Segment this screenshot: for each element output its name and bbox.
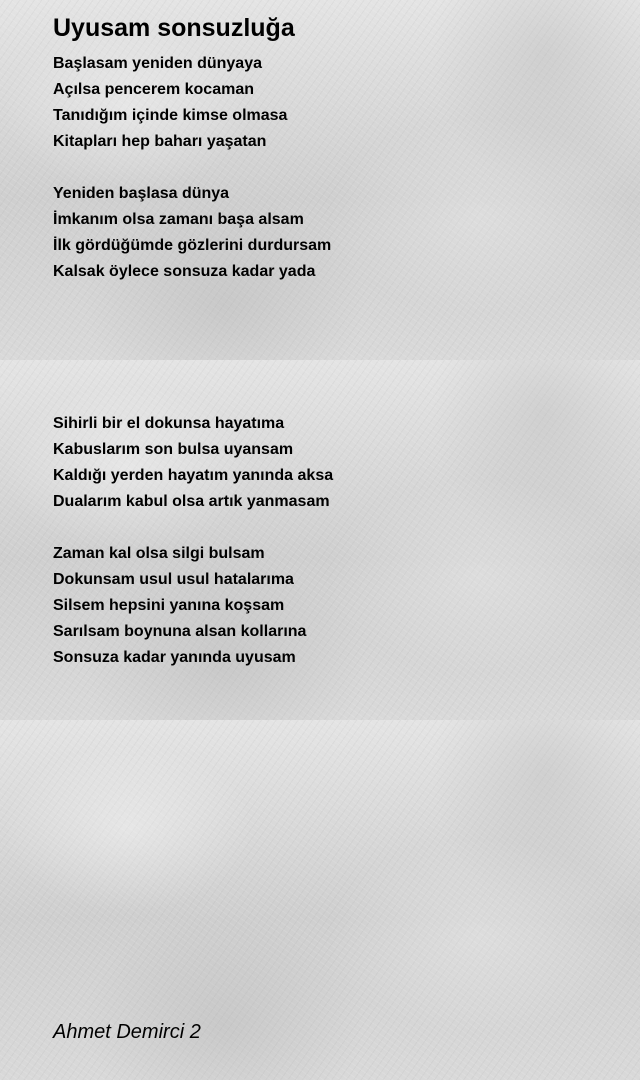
poem-line: İmkanım olsa zamanı başa alsam	[53, 211, 304, 228]
poem-line: Kitapları hep baharı yaşatan	[53, 133, 267, 150]
poem-line: Silsem hepsini yanına koşsam	[53, 597, 285, 614]
poem-line: Kaldığı yerden hayatım yanında aksa	[53, 467, 334, 484]
poem-line: Zaman kal olsa silgi bulsam	[53, 545, 265, 562]
poem-line: Kabuslarım son bulsa uyansam	[53, 441, 294, 458]
author-name: Ahmet Demirci 2	[53, 1021, 201, 1043]
poem-line: Sihirli bir el dokunsa hayatıma	[53, 415, 285, 432]
poem-line: Yeniden başlasa dünya	[53, 185, 230, 202]
poem-line: İlk gördüğümde gözlerini durdursam	[53, 237, 332, 254]
poem-panel-3	[0, 720, 640, 1080]
poem-line: Sonsuza kadar yanında uyusam	[53, 649, 296, 666]
poem-line: Başlasam yeniden dünyaya	[53, 55, 262, 72]
poem-line: Dualarım kabul olsa artık yanmasam	[53, 493, 330, 510]
stanza-4	[53, 541, 306, 671]
stanza-3	[53, 411, 333, 515]
stanza-2	[53, 181, 331, 285]
poem-line: Açılsa pencerem kocaman	[53, 81, 254, 98]
poem-panel-2	[0, 360, 640, 720]
poem-line: Kalsak öylece sonsuza kadar yada	[53, 263, 316, 280]
poem-line: Tanıdığım içinde kimse olmasa	[53, 107, 288, 124]
poem-panel-1	[0, 0, 640, 360]
poem-title: Uyusam sonsuzluğa	[53, 14, 295, 42]
poem-line: Sarılsam boynuna alsan kollarına	[53, 623, 307, 640]
stanza-1	[53, 51, 287, 155]
poem-line: Dokunsam usul usul hatalarıma	[53, 571, 294, 588]
